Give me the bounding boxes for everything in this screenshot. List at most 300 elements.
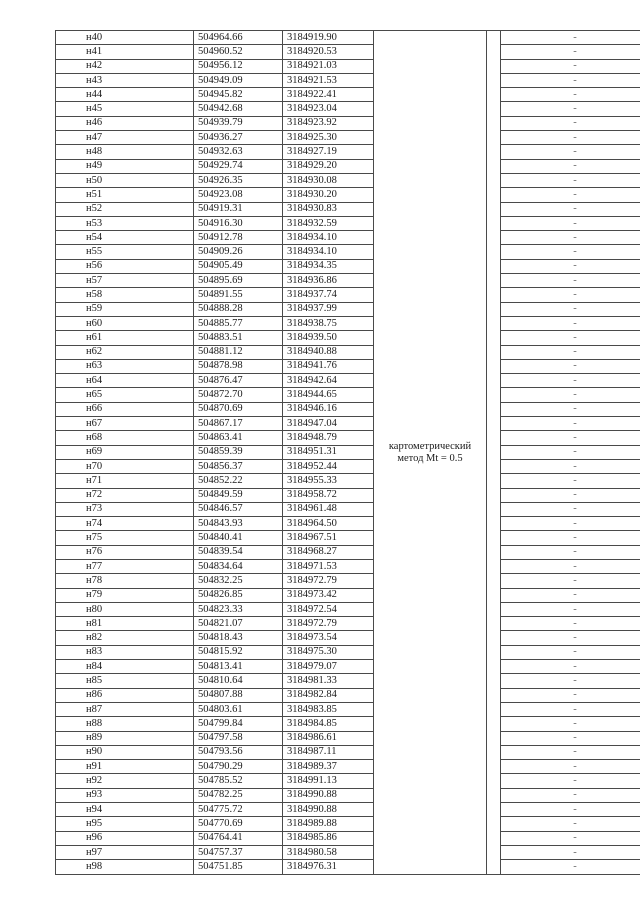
y-coordinate-cell: 3184944.65 [283,388,374,402]
x-coordinate-cell: 504846.57 [194,502,283,516]
description-cell: - [501,745,640,759]
table-row [56,173,640,187]
y-coordinate-cell: 3184939.50 [283,331,374,345]
description-cell: - [501,345,640,359]
y-coordinate-cell: 3184932.59 [283,216,374,230]
y-coordinate-cell: 3184948.79 [283,431,374,445]
y-coordinate-cell: 3184942.64 [283,374,374,388]
point-name-cell: н54 [56,231,194,245]
x-coordinate-cell: 504764.41 [194,831,283,845]
description-cell: - [501,474,640,488]
table-row [56,431,640,445]
table-row [56,202,640,216]
coordinate-sheet [55,30,595,875]
x-coordinate-cell: 504826.85 [194,588,283,602]
x-coordinate-cell: 504834.64 [194,559,283,573]
point-name-cell: н88 [56,717,194,731]
x-coordinate-cell: 504832.25 [194,574,283,588]
table-row [56,159,640,173]
point-name-cell: н98 [56,860,194,875]
point-name-cell: н41 [56,45,194,59]
table-row [56,660,640,674]
description-cell: - [501,688,640,702]
description-cell: - [501,374,640,388]
table-row [56,445,640,459]
description-cell: - [501,502,640,516]
description-cell: - [501,31,640,45]
point-name-cell: н65 [56,388,194,402]
x-coordinate-cell: 504939.79 [194,116,283,130]
x-coordinate-cell: 504945.82 [194,88,283,102]
point-name-cell: н68 [56,431,194,445]
point-name-cell: н97 [56,845,194,859]
y-coordinate-cell: 3184986.61 [283,731,374,745]
y-coordinate-cell: 3184955.33 [283,474,374,488]
coordinates-table-body [56,31,640,875]
x-coordinate-cell: 504785.52 [194,774,283,788]
table-row [56,588,640,602]
description-cell: - [501,216,640,230]
table-row [56,760,640,774]
x-coordinate-cell: 504815.92 [194,645,283,659]
table-row [56,831,640,845]
x-coordinate-cell: 504867.17 [194,417,283,431]
y-coordinate-cell: 3184936.86 [283,274,374,288]
table-row [56,402,640,416]
x-coordinate-cell: 504919.31 [194,202,283,216]
table-row [56,717,640,731]
x-coordinate-cell: 504821.07 [194,617,283,631]
table-row [56,531,640,545]
x-coordinate-cell: 504849.59 [194,488,283,502]
description-cell: - [501,159,640,173]
point-name-cell: н91 [56,760,194,774]
y-coordinate-cell: 3184989.37 [283,760,374,774]
description-cell: - [501,788,640,802]
description-cell: - [501,116,640,130]
x-coordinate-cell: 504810.64 [194,674,283,688]
x-coordinate-cell: 504926.35 [194,173,283,187]
x-coordinate-cell: 504936.27 [194,131,283,145]
point-name-cell: н44 [56,88,194,102]
table-row [56,245,640,259]
y-coordinate-cell: 3184952.44 [283,459,374,473]
coordinates-table [55,30,640,875]
y-coordinate-cell: 3184989.88 [283,817,374,831]
x-coordinate-cell: 504870.69 [194,402,283,416]
y-coordinate-cell: 3184987.11 [283,745,374,759]
x-coordinate-cell: 504905.49 [194,259,283,273]
y-coordinate-cell: 3184968.27 [283,545,374,559]
description-cell: - [501,459,640,473]
table-row [56,288,640,302]
point-name-cell: н55 [56,245,194,259]
description-cell: - [501,431,640,445]
y-coordinate-cell: 3184930.08 [283,173,374,187]
x-coordinate-cell: 504883.51 [194,331,283,345]
description-cell: - [501,617,640,631]
x-coordinate-cell: 504942.68 [194,102,283,116]
description-cell: - [501,702,640,716]
x-coordinate-cell: 504929.74 [194,159,283,173]
description-cell: - [501,574,640,588]
table-row [56,545,640,559]
point-name-cell: н61 [56,331,194,345]
x-coordinate-cell: 504813.41 [194,660,283,674]
table-row [56,517,640,531]
point-name-cell: н43 [56,73,194,87]
x-coordinate-cell: 504807.88 [194,688,283,702]
x-coordinate-cell: 504912.78 [194,231,283,245]
point-name-cell: н71 [56,474,194,488]
y-coordinate-cell: 3184930.83 [283,202,374,216]
table-row [56,216,640,230]
description-cell: - [501,45,640,59]
table-row [56,116,640,130]
x-coordinate-cell: 504863.41 [194,431,283,445]
table-row [56,631,640,645]
description-cell: - [501,245,640,259]
table-row [56,88,640,102]
x-coordinate-cell: 504803.61 [194,702,283,716]
y-coordinate-cell: 3184979.07 [283,660,374,674]
table-row [56,188,640,202]
x-coordinate-cell: 504895.69 [194,274,283,288]
table-row [56,602,640,616]
point-name-cell: н79 [56,588,194,602]
y-coordinate-cell: 3184967.51 [283,531,374,545]
x-coordinate-cell: 504876.47 [194,374,283,388]
table-row [56,73,640,87]
table-row [56,145,640,159]
y-coordinate-cell: 3184934.10 [283,231,374,245]
x-coordinate-cell: 504770.69 [194,817,283,831]
table-row [56,345,640,359]
description-cell: - [501,231,640,245]
y-coordinate-cell: 3184981.33 [283,674,374,688]
table-row [56,45,640,59]
description-cell: - [501,602,640,616]
y-coordinate-cell: 3184940.88 [283,345,374,359]
x-coordinate-cell: 504888.28 [194,302,283,316]
y-coordinate-cell: 3184941.76 [283,359,374,373]
description-cell: - [501,674,640,688]
y-coordinate-cell: 3184947.04 [283,417,374,431]
y-coordinate-cell: 3184921.03 [283,59,374,73]
y-coordinate-cell: 3184972.54 [283,602,374,616]
table-row [56,574,640,588]
point-name-cell: н63 [56,359,194,373]
table-row [56,359,640,373]
y-coordinate-cell: 3184975.30 [283,645,374,659]
y-coordinate-cell: 3184923.04 [283,102,374,116]
y-coordinate-cell: 3184991.13 [283,774,374,788]
method-cell [374,31,487,875]
y-coordinate-cell: 3184976.31 [283,860,374,875]
table-row [56,388,640,402]
y-coordinate-cell: 3184934.10 [283,245,374,259]
table-row [56,131,640,145]
method-label: картометрический [388,440,472,452]
y-coordinate-cell: 3184930.20 [283,188,374,202]
y-coordinate-cell: 3184983.85 [283,702,374,716]
point-name-cell: н82 [56,631,194,645]
x-coordinate-cell: 504797.58 [194,731,283,745]
y-coordinate-cell: 3184920.53 [283,45,374,59]
y-coordinate-cell: 3184951.31 [283,445,374,459]
x-coordinate-cell: 504881.12 [194,345,283,359]
point-name-cell: н85 [56,674,194,688]
y-coordinate-cell: 3184919.90 [283,31,374,45]
point-name-cell: н49 [56,159,194,173]
table-row [56,31,640,45]
point-name-cell: н70 [56,459,194,473]
x-coordinate-cell: 504964.66 [194,31,283,45]
table-row [56,331,640,345]
description-cell: - [501,274,640,288]
x-coordinate-cell: 504932.63 [194,145,283,159]
table-row [56,417,640,431]
table-row [56,617,640,631]
description-cell: - [501,288,640,302]
y-coordinate-cell: 3184990.88 [283,803,374,817]
y-coordinate-cell: 3184925.30 [283,131,374,145]
point-name-cell: н90 [56,745,194,759]
y-coordinate-cell: 3184972.79 [283,617,374,631]
point-name-cell: н50 [56,173,194,187]
table-row [56,59,640,73]
description-cell: - [501,445,640,459]
y-coordinate-cell: 3184984.85 [283,717,374,731]
table-row [56,502,640,516]
x-coordinate-cell: 504885.77 [194,316,283,330]
x-coordinate-cell: 504916.30 [194,216,283,230]
description-cell: - [501,145,640,159]
description-cell: - [501,131,640,145]
x-coordinate-cell: 504909.26 [194,245,283,259]
point-name-cell: н93 [56,788,194,802]
point-name-cell: н87 [56,702,194,716]
description-cell: - [501,831,640,845]
description-cell: - [501,645,640,659]
point-name-cell: н52 [56,202,194,216]
description-cell: - [501,545,640,559]
description-cell: - [501,359,640,373]
description-cell: - [501,860,640,875]
empty-cell [487,31,501,875]
table-row [56,731,640,745]
description-cell: - [501,731,640,745]
x-coordinate-cell: 504839.54 [194,545,283,559]
y-coordinate-cell: 3184937.74 [283,288,374,302]
description-cell: - [501,588,640,602]
point-name-cell: н53 [56,216,194,230]
point-name-cell: н67 [56,417,194,431]
table-row [56,559,640,573]
point-name-cell: н92 [56,774,194,788]
x-coordinate-cell: 504818.43 [194,631,283,645]
point-name-cell: н48 [56,145,194,159]
point-name-cell: н40 [56,31,194,45]
point-name-cell: н80 [56,602,194,616]
point-name-cell: н74 [56,517,194,531]
description-cell: - [501,259,640,273]
point-name-cell: н89 [56,731,194,745]
point-name-cell: н51 [56,188,194,202]
point-name-cell: н59 [56,302,194,316]
x-coordinate-cell: 504872.70 [194,388,283,402]
description-cell: - [501,717,640,731]
table-row [56,645,640,659]
y-coordinate-cell: 3184921.53 [283,73,374,87]
description-cell: - [501,559,640,573]
x-coordinate-cell: 504775.72 [194,803,283,817]
y-coordinate-cell: 3184946.16 [283,402,374,416]
table-row [56,474,640,488]
description-cell: - [501,517,640,531]
point-name-cell: н47 [56,131,194,145]
point-name-cell: н96 [56,831,194,845]
point-name-cell: н42 [56,59,194,73]
table-row [56,803,640,817]
description-cell: - [501,73,640,87]
description-cell: - [501,59,640,73]
description-cell: - [501,774,640,788]
point-name-cell: н83 [56,645,194,659]
x-coordinate-cell: 504891.55 [194,288,283,302]
table-row [56,674,640,688]
description-cell: - [501,173,640,187]
description-cell: - [501,488,640,502]
table-row [56,745,640,759]
y-coordinate-cell: 3184964.50 [283,517,374,531]
x-coordinate-cell: 504757.37 [194,845,283,859]
y-coordinate-cell: 3184938.75 [283,316,374,330]
table-row [56,274,640,288]
description-cell: - [501,531,640,545]
x-coordinate-cell: 504856.37 [194,459,283,473]
description-cell: - [501,88,640,102]
point-name-cell: н46 [56,116,194,130]
y-coordinate-cell: 3184990.88 [283,788,374,802]
table-row [56,374,640,388]
point-name-cell: н78 [56,574,194,588]
table-row [56,302,640,316]
y-coordinate-cell: 3184982.84 [283,688,374,702]
description-cell: - [501,817,640,831]
description-cell: - [501,631,640,645]
table-row [56,102,640,116]
table-row [56,845,640,859]
table-row [56,316,640,330]
y-coordinate-cell: 3184980.58 [283,845,374,859]
description-cell: - [501,417,640,431]
table-row [56,688,640,702]
point-name-cell: н57 [56,274,194,288]
x-coordinate-cell: 504793.56 [194,745,283,759]
x-coordinate-cell: 504859.39 [194,445,283,459]
table-row [56,788,640,802]
x-coordinate-cell: 504960.52 [194,45,283,59]
y-coordinate-cell: 3184927.19 [283,145,374,159]
point-name-cell: н95 [56,817,194,831]
point-name-cell: н94 [56,803,194,817]
y-coordinate-cell: 3184961.48 [283,502,374,516]
table-row [56,702,640,716]
x-coordinate-cell: 504840.41 [194,531,283,545]
point-name-cell: н77 [56,559,194,573]
y-coordinate-cell: 3184934.35 [283,259,374,273]
point-name-cell: н64 [56,374,194,388]
point-name-cell: н60 [56,316,194,330]
y-coordinate-cell: 3184985.86 [283,831,374,845]
point-name-cell: н75 [56,531,194,545]
y-coordinate-cell: 3184929.20 [283,159,374,173]
description-cell: - [501,660,640,674]
description-cell: - [501,188,640,202]
point-name-cell: н76 [56,545,194,559]
x-coordinate-cell: 504751.85 [194,860,283,875]
x-coordinate-cell: 504923.08 [194,188,283,202]
description-cell: - [501,388,640,402]
table-row [56,860,640,875]
description-cell: - [501,202,640,216]
x-coordinate-cell: 504852.22 [194,474,283,488]
description-cell: - [501,760,640,774]
description-cell: - [501,845,640,859]
y-coordinate-cell: 3184937.99 [283,302,374,316]
x-coordinate-cell: 504878.98 [194,359,283,373]
accuracy-label: метод Mt = 0.5 [397,452,463,464]
description-cell: - [501,102,640,116]
y-coordinate-cell: 3184923.92 [283,116,374,130]
description-cell: - [501,316,640,330]
table-row [56,231,640,245]
y-coordinate-cell: 3184971.53 [283,559,374,573]
description-cell: - [501,331,640,345]
x-coordinate-cell: 504790.29 [194,760,283,774]
table-row [56,459,640,473]
point-name-cell: н69 [56,445,194,459]
y-coordinate-cell: 3184922.41 [283,88,374,102]
point-name-cell: н45 [56,102,194,116]
x-coordinate-cell: 504823.33 [194,602,283,616]
y-coordinate-cell: 3184972.79 [283,574,374,588]
table-row [56,488,640,502]
point-name-cell: н66 [56,402,194,416]
point-name-cell: н58 [56,288,194,302]
point-name-cell: н86 [56,688,194,702]
table-row [56,817,640,831]
table-row [56,774,640,788]
point-name-cell: н84 [56,660,194,674]
point-name-cell: н73 [56,502,194,516]
point-name-cell: н72 [56,488,194,502]
x-coordinate-cell: 504949.09 [194,73,283,87]
description-cell: - [501,803,640,817]
point-name-cell: н81 [56,617,194,631]
x-coordinate-cell: 504956.12 [194,59,283,73]
point-name-cell: н62 [56,345,194,359]
x-coordinate-cell: 504782.25 [194,788,283,802]
point-name-cell: н56 [56,259,194,273]
y-coordinate-cell: 3184973.54 [283,631,374,645]
x-coordinate-cell: 504799.84 [194,717,283,731]
table-row [56,259,640,273]
y-coordinate-cell: 3184958.72 [283,488,374,502]
y-coordinate-cell: 3184973.42 [283,588,374,602]
description-cell: - [501,302,640,316]
